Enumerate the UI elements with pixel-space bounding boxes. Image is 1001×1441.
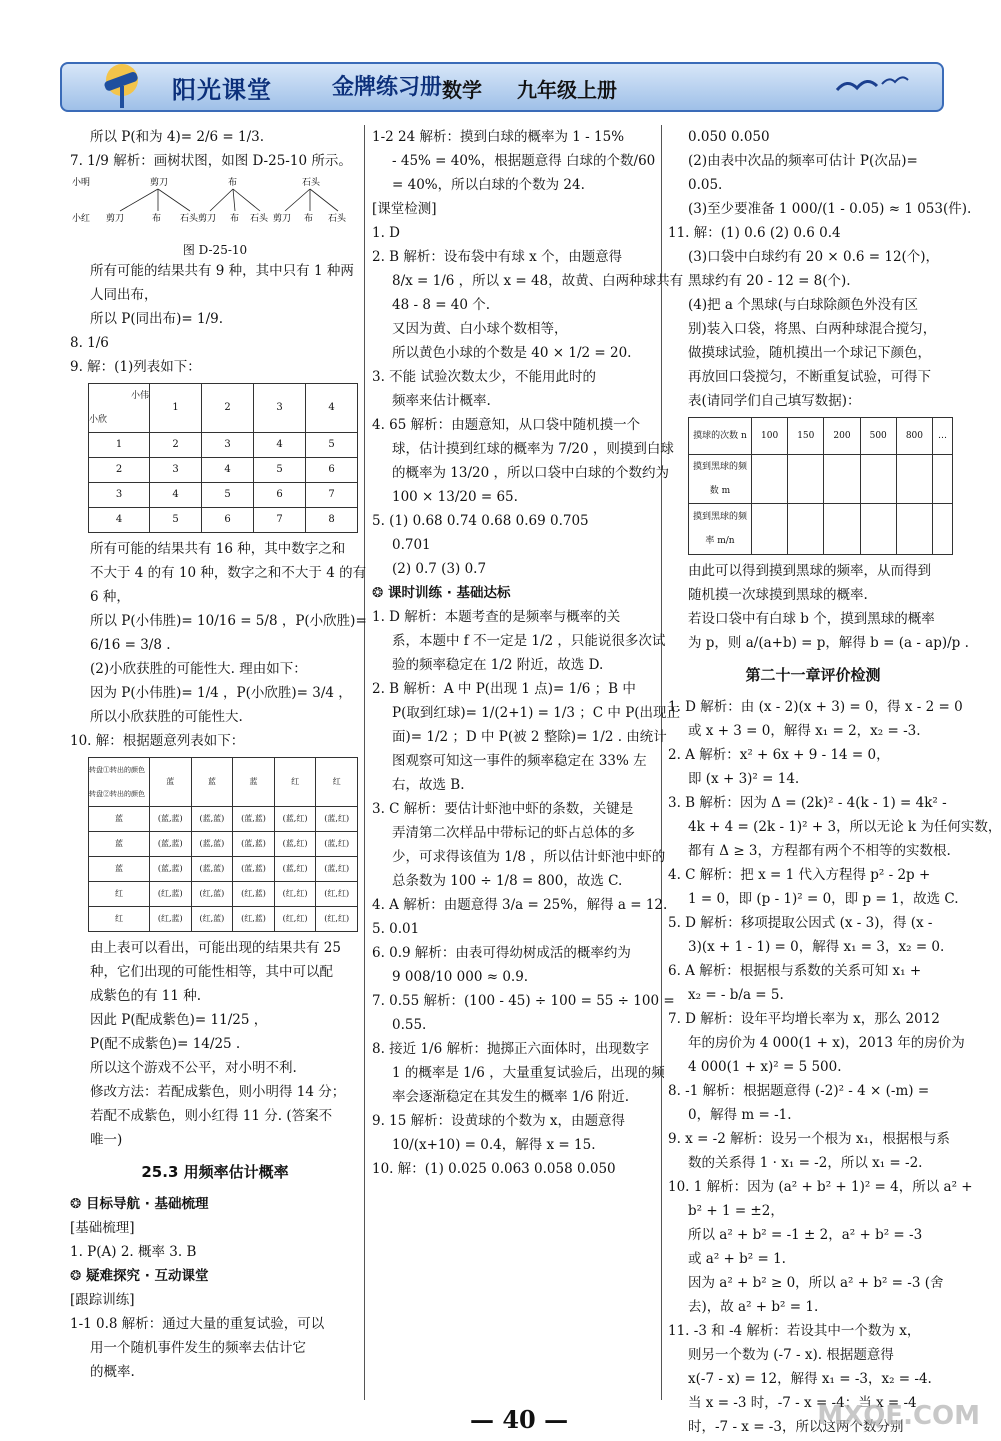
corner-top: 小伟 <box>130 391 149 401</box>
text-line: 6 种， <box>90 589 130 605</box>
table-cell: (红,蓝) <box>150 882 192 907</box>
text-line: 1-2 24 解析：摸到白球的概率为 1 - 15% <box>372 129 625 145</box>
table-cell: 5 <box>254 458 306 483</box>
table-cell: (蓝,蓝) <box>191 832 233 857</box>
table-cell: 6 <box>306 458 358 483</box>
text-line: 所有可能的结果共有 16 种，其中数字之和 <box>90 541 346 557</box>
row-label: 蓝 <box>89 857 150 882</box>
text-line: 图观察可知这一事件的频率稳定在 33% 左 <box>392 753 647 769</box>
text-line: 做摸球试验，随机摸出一个球记下颜色， <box>688 345 931 361</box>
table-header-cell: 红 <box>316 758 358 807</box>
table-header-cell: 500 <box>860 418 896 455</box>
text-line: 弄清第二次样品中带标记的虾占总体的多 <box>392 825 635 841</box>
text-line: x(-7 - x) = 12，解得 x₁ = -3，x₂ = -4. <box>688 1371 932 1387</box>
text-line: 所以 P(同出布)= 1/9. <box>90 311 224 327</box>
text-line: 验的频率稳定在 1/2 附近，故选 D. <box>392 657 604 673</box>
text-line: 3. B 解析：因为 Δ = (2k)² - 4(k - 1) = 4k² - <box>668 795 947 811</box>
table-cell: 7 <box>306 483 358 508</box>
tree-diagram <box>70 173 350 233</box>
table-header-cell: 红 <box>274 758 316 807</box>
table-cell: (蓝,红) <box>316 807 358 832</box>
text-line: 则另一个数为 (-7 - x). 根据题意得 <box>688 1347 894 1363</box>
text-line: 所以小欣获胜的可能性大. <box>90 709 243 725</box>
text-line: 3. 不能 试验次数太少，不能用此时的 <box>372 369 596 385</box>
text-line: 3)(x + 1 - 1) = 0，解得 x₁ = 3，x₂ = 0. <box>688 939 945 955</box>
text-line: 1. D 解析：由 (x - 2)(x + 3) = 0，得 x - 2 = 0 <box>668 699 963 715</box>
text-line: 0.701 <box>392 537 431 553</box>
text-line: 所有可能的结果共有 9 种，其中只有 1 种两 <box>90 263 354 279</box>
table-cell <box>896 455 932 504</box>
text-line: 0.050 0.050 <box>688 129 770 145</box>
text-line: 黑球约有 20 - 12 = 8(个). <box>688 273 851 289</box>
subject-label: 数学 <box>442 78 482 102</box>
column-right <box>668 125 1001 1439</box>
row-label: 红 <box>89 907 150 932</box>
table-row <box>689 418 953 455</box>
text-line: 1-1 0.8 解析：通过大量的重复试验，可以 <box>70 1316 325 1332</box>
table-cell <box>824 504 860 555</box>
text-line: 10. 解：根据题意列表如下： <box>70 733 245 749</box>
table-row <box>89 857 358 882</box>
tree-root: 布 <box>228 178 238 188</box>
table-cell <box>788 504 824 555</box>
text-line: 的概率为 13/20 ，所以口袋中白球的个数约为 <box>392 465 669 481</box>
text-line: P(取到红球)= 1/(2+1) = 1/3 ；C 中 P(出现正 <box>392 705 681 721</box>
table-header-cell: 100 <box>752 418 788 455</box>
subheading: [基础梳理] <box>70 1220 135 1236</box>
column-divider-1 <box>364 125 365 1400</box>
text-line: (4)把 a 个黑球(与白球除颜色外没有区 <box>688 297 919 313</box>
table-cell: 5 <box>306 433 358 458</box>
table-header-cell: 1 <box>150 384 202 433</box>
text-line: 人同出布， <box>90 287 158 303</box>
text-line: 时，-7 - x = -3，所以这两个数分别 <box>688 1419 904 1435</box>
text-line: 4. A 解析：由题意得 3/a = 25%，解得 a = 12. <box>372 897 668 913</box>
table-cell <box>824 455 860 504</box>
table-cell: 1 <box>89 433 150 458</box>
table-cell: (红,红) <box>274 907 316 932</box>
text-line: 都有 Δ ≥ 3，方程都有两个不相等的实数根. <box>688 843 951 859</box>
row-label: 摸到黑球的频率 m/n <box>689 504 752 555</box>
text-line: 右，故选 B. <box>392 777 465 793</box>
page-header-banner <box>60 62 944 112</box>
table-cell: 2 <box>150 433 202 458</box>
text-line: 的概率. <box>90 1364 135 1380</box>
section-title: 第二十一章评价检测 <box>745 666 881 684</box>
text-line: 11. -3 和 -4 解析：若设其中一个数为 x， <box>668 1323 921 1339</box>
text-line: 或 x + 3 = 0，解得 x₁ = 2，x₂ = -3. <box>688 723 921 739</box>
table-cell <box>788 455 824 504</box>
text-line: 球，估计摸到红球的概率为 7/20 ，则摸到白球 <box>392 441 674 457</box>
text-line: 再放回口袋搅匀，不断重复试验，可得下 <box>688 369 931 385</box>
table-cell: 3 <box>89 483 150 508</box>
text-line: 频率来估计概率. <box>392 393 491 409</box>
row-label: 摸到黑球的频数 m <box>689 455 752 504</box>
text-line: 成紫色的有 11 种. <box>90 988 202 1004</box>
table-cell: 4 <box>89 508 150 533</box>
column-left <box>70 125 367 1384</box>
text-line: 所以 P(小伟胜)= 10/16 = 5/8 ，P(小欣胜)= <box>90 613 367 629</box>
table-row <box>89 807 358 832</box>
text-line: 1 的概率是 1/6 ，大量重复试验后，出现的频 <box>392 1065 665 1081</box>
table-corner <box>89 384 150 433</box>
table-row <box>89 832 358 857</box>
birds-decoration-icon <box>832 70 912 104</box>
text-line: 唯一) <box>90 1132 123 1148</box>
text-line: 1. P(A) 2. 概率 3. B <box>70 1244 197 1260</box>
watermark: MXQE.COM <box>817 1401 980 1431</box>
table-row <box>89 882 358 907</box>
text-line: 1. D 解析：本题考查的是频率与概率的关 <box>372 609 621 625</box>
table-cell <box>933 504 953 555</box>
badge-label: 目标导航 · 基础梳理 <box>86 1196 209 1212</box>
table-cell: (红,蓝) <box>233 907 275 932</box>
table-cell: 6 <box>254 483 306 508</box>
table-cell: (红,红) <box>274 882 316 907</box>
tree-root: 石头 <box>302 178 321 188</box>
table-cell: (红,红) <box>316 882 358 907</box>
table-cell: (蓝,蓝) <box>150 832 192 857</box>
tree-leaf: 布 <box>230 214 240 224</box>
text-line: - 45% = 40%，根据题意得 白球的个数/60 <box>392 153 656 169</box>
text-line: 5. (1) 0.68 0.74 0.68 0.69 0.705 <box>372 513 589 529</box>
table-header-cell: 2 <box>202 384 254 433</box>
table-cell: 4 <box>254 433 306 458</box>
text-line: 别)装入口袋，将黑、白两种球混合搅匀， <box>688 321 937 337</box>
section-badge: ❂ 疑难探究 · 互动课堂 <box>70 1268 209 1284</box>
table-header-cell: 4 <box>306 384 358 433</box>
text-line: (2)由表中次品的频率可估计 P(次品)= <box>688 153 918 169</box>
table-header-cell: 蓝 <box>150 758 192 807</box>
table-cell: (红,红) <box>316 907 358 932</box>
text-line: 若设口袋中有白球 b 个，摸到黑球的概率 <box>688 611 935 627</box>
text-line: 率会逐渐稳定在其发生的概率 1/6 附近. <box>392 1089 630 1105</box>
text-line: x₂ = - b/a = 5. <box>688 987 784 1003</box>
text-line: 8/x = 1/6 ，所以 x = 48，故黄、白两种球共有 <box>392 273 684 289</box>
table-cell: (蓝,红) <box>274 832 316 857</box>
table-cell <box>896 504 932 555</box>
text-line: 8. 接近 1/6 解析：抛掷正六面体时，出现数字 <box>372 1041 649 1057</box>
tree-root: 剪刀 <box>150 178 169 188</box>
table-cell <box>752 504 788 555</box>
tree-leaf: 石头 <box>250 214 269 224</box>
row-label: 摸球的次数 n <box>689 418 752 455</box>
section-badge: ❂ 课时训练 · 基础达标 <box>372 585 511 601</box>
text-line: 5. D 解析：移项提取公因式 (x - 3)，得 (x - <box>668 915 933 931</box>
text-line: 修改方法：若配成紫色，则小明得 14 分； <box>90 1084 346 1100</box>
text-line: 所以 a² + b² = -1 ± 2，a² + b² = -3 <box>688 1227 923 1243</box>
text-line: 3. C 解析：要估计虾池中虾的条数，关键是 <box>372 801 634 817</box>
table-q10 <box>88 757 358 932</box>
text-line: 面)= 1/2 ；D 中 P(被 2 整除)= 1/2 . 由统计 <box>392 729 667 745</box>
table-cell: (红,蓝) <box>233 882 275 907</box>
text-line: 0.55. <box>392 1017 427 1033</box>
text-line: 1. D <box>372 225 400 241</box>
corner-bottom: 小欣 <box>89 415 108 425</box>
text-line: 4 000(1 + x)² = 5 500. <box>688 1059 842 1075</box>
table-cell <box>933 455 953 504</box>
text-line: 4k + 4 = (2k - 1)² + 3，所以无论 k 为任何实数， <box>688 819 1001 835</box>
table-cell: (蓝,蓝) <box>233 832 275 857</box>
text-line: b² + 1 = ±2， <box>688 1203 784 1219</box>
text-line: 7. 1/9 解析：画树状图，如图 D-25-10 所示。 <box>70 153 352 169</box>
table-cell: (蓝,红) <box>274 807 316 832</box>
corner-top: 转盘①转出的颜色 <box>89 766 145 774</box>
table-cell: (红,蓝) <box>150 907 192 932</box>
tree-leaf: 石头 <box>328 214 347 224</box>
brand-subtitle: 金牌练习册 <box>332 75 443 100</box>
text-line: 10. 1 解析：因为 (a² + b² + 1)² = 4，所以 a² + <box>668 1179 973 1195</box>
text-line: 所以黄色小球的个数是 40 × 1/2 = 20. <box>392 345 632 361</box>
row-label: 蓝 <box>89 832 150 857</box>
text-line: 2. B 解析：设布袋中有球 x 个，由题意得 <box>372 249 623 265</box>
text-line: 因为 P(小伟胜)= 1/4 ，P(小欣胜)= 3/4 ， <box>90 685 352 701</box>
text-line: (2)小欣获胜的可能性大. 理由如下： <box>90 661 307 677</box>
text-line: 0.05. <box>688 177 723 193</box>
section-title: 25.3 用频率估计概率 <box>141 1163 289 1181</box>
table-cell <box>860 455 896 504</box>
table-cell: (蓝,红) <box>316 857 358 882</box>
text-line: 当 x = -3 时，-7 - x = -4；当 x = -4 <box>688 1395 917 1411</box>
subheading: [跟踪训练] <box>70 1292 135 1308</box>
table-cell <box>860 504 896 555</box>
text-line: 4. 65 解析：由题意知，从口袋中随机摸一个 <box>372 417 641 433</box>
table-cell: 2 <box>89 458 150 483</box>
tree-leaf: 布 <box>152 214 162 224</box>
text-line: 因此 P(配成紫色)= 11/25 ， <box>90 1012 268 1028</box>
table-cell: 3 <box>202 433 254 458</box>
text-line: 所以 P(和为 4)= 2/6 = 1/3. <box>90 129 265 145</box>
subheading: [课堂检测] <box>372 201 437 217</box>
column-middle <box>372 125 684 1181</box>
text-line: 100 × 13/20 = 65. <box>392 489 518 505</box>
tree-label-top: 小明 <box>72 178 91 188</box>
text-line: 总条数为 100 ÷ 1/8 = 800，故选 C. <box>392 873 623 889</box>
table-row <box>689 455 953 504</box>
table-cell: 7 <box>254 508 306 533</box>
text-line: 7. 0.55 解析：(100 - 45) ÷ 100 = 55 ÷ 100 = <box>372 993 675 1009</box>
table-cell: 8 <box>306 508 358 533</box>
text-line: 用一个随机事件发生的频率去估计它 <box>90 1340 306 1356</box>
text-line: 2. A 解析：x² + 6x + 9 - 14 = 0， <box>668 747 890 763</box>
text-line: = 40%，所以白球的个数为 24. <box>392 177 585 193</box>
table-header-cell: 3 <box>254 384 306 433</box>
table-cell: 5 <box>150 508 202 533</box>
table-header-cell: 150 <box>788 418 824 455</box>
text-line: (3)口袋中白球约有 20 × 0.6 = 12(个)， <box>688 249 940 265</box>
text-line: 系，本题中 f 不一定是 1/2 ，只能说很多次试 <box>392 633 666 649</box>
text-line: 又因为黄、白小球个数相等， <box>392 321 568 337</box>
table-header-cell: 200 <box>824 418 860 455</box>
text-line: 48 - 8 = 40 个. <box>392 297 491 313</box>
row-label: 蓝 <box>89 807 150 832</box>
table-q9 <box>88 383 358 533</box>
text-line: 因为 a² + b² ≥ 0，所以 a² + b² = -3 (舍 <box>688 1275 944 1291</box>
section-badge: ❂ 目标导航 · 基础梳理 <box>70 1196 209 1212</box>
table-cell: 3 <box>150 458 202 483</box>
table-cell <box>752 455 788 504</box>
table-row <box>89 483 358 508</box>
text-line: 2. B 解析：A 中 P(出现 1 点)= 1/6 ；B 中 <box>372 681 636 697</box>
text-line: 5. 0.01 <box>372 921 420 937</box>
text-line: 若配不成紫色，则小红得 11 分. (答案不 <box>90 1108 333 1124</box>
text-line: (2) 0.7 (3) 0.7 <box>392 561 487 577</box>
row-label: 红 <box>89 882 150 907</box>
table-cell: (蓝,蓝) <box>150 807 192 832</box>
text-line: 由上表可以看出，可能出现的结果共有 25 <box>90 940 341 956</box>
tree-label-bottom: 小红 <box>72 214 91 224</box>
text-line: 即 (x + 3)² = 14. <box>688 771 800 787</box>
table-row <box>689 504 953 555</box>
text-line: 6. 0.9 解析：由表可得幼树成活的概率约为 <box>372 945 631 961</box>
table-cell: (红,蓝) <box>191 907 233 932</box>
text-line: 9 008/10 000 ≈ 0.9. <box>392 969 529 985</box>
text-line: 10/(x+10) = 0.4，解得 x = 15. <box>392 1137 596 1153</box>
text-line: 9. x = -2 解析：设另一个根为 x₁，根据根与系 <box>668 1131 950 1147</box>
text-line: 表(请同学们自己填写数据)： <box>688 393 861 409</box>
table-cell: (蓝,红) <box>274 857 316 882</box>
text-line: 由此可以得到摸到黑球的频率，从而得到 <box>688 563 931 579</box>
text-line: 所以这个游戏不公平，对小明不利. <box>90 1060 297 1076</box>
table-cell: (蓝,红) <box>316 832 358 857</box>
tree-leaf: 剪刀 <box>106 214 125 224</box>
table-corner <box>89 758 150 807</box>
text-line: 8. -1 解析：根据题意得 (-2)² - 4 × (-m) = <box>668 1083 930 1099</box>
table-cell: 4 <box>202 458 254 483</box>
text-line: 9. 15 解析：设黄球的个数为 x，由题意得 <box>372 1113 626 1129</box>
table-cell: (蓝,蓝) <box>191 857 233 882</box>
text-line: 随机摸一次球摸到黑球的概率. <box>688 587 868 603</box>
table-row <box>89 508 358 533</box>
table-header-cell: 蓝 <box>191 758 233 807</box>
table-cell: (蓝,蓝) <box>233 807 275 832</box>
text-line: 少，可求得该值为 1/8 ，所以估计虾池中虾的 <box>392 849 666 865</box>
text-line: 10. 解：(1) 0.025 0.063 0.058 0.050 <box>372 1161 616 1177</box>
table-cell: (蓝,蓝) <box>233 857 275 882</box>
table-cell: (红,蓝) <box>191 882 233 907</box>
text-line: 11. 解：(1) 0.6 (2) 0.6 0.4 <box>668 225 841 241</box>
table-q11 <box>688 417 953 555</box>
text-line: 7. D 解析：设年平均增长率为 x，那么 2012 <box>668 1011 940 1027</box>
text-line: 年的房价为 4 000(1 + x)，2013 年的房价为 <box>688 1035 965 1051</box>
text-line: 6. A 解析：根据根与系数的关系可知 x₁ + <box>668 963 922 979</box>
text-line: 为 p，则 a/(a+b) = p，解得 b = (a - ap)/p . <box>688 635 969 651</box>
text-line: 种，它们出现的可能性相等，其中可以配 <box>90 964 333 980</box>
text-line: (3)至少要准备 1 000/(1 - 0.05) ≈ 1 053(件). <box>688 201 972 217</box>
table-cell: 5 <box>202 483 254 508</box>
text-line: P(配不成紫色)= 14/25 . <box>90 1036 241 1052</box>
figure-caption: 图 D-25-10 <box>182 243 248 257</box>
table-header-cell: 蓝 <box>233 758 275 807</box>
table-row <box>89 907 358 932</box>
table-header-cell: 800 <box>896 418 932 455</box>
tree-leaf: 布 <box>304 214 314 224</box>
page-number: — 40 — <box>470 1405 569 1434</box>
brand-title: 阳光课堂 <box>172 76 272 104</box>
text-line: 4. C 解析：把 x = 1 代入方程得 p² - 2p + <box>668 867 931 883</box>
table-row <box>89 458 358 483</box>
text-line: 6/16 = 3/8 . <box>90 637 171 653</box>
text-line: 不大于 4 的有 10 种，数字之和不大于 4 的有 <box>90 565 367 581</box>
column-divider-2 <box>661 125 662 1400</box>
tree-leaf: 剪刀 <box>198 214 217 224</box>
telescope-logo-icon <box>82 58 162 110</box>
table-header-cell: … <box>933 418 953 455</box>
table-cell: (蓝,蓝) <box>150 857 192 882</box>
text-line: 8. 1/6 <box>70 335 109 351</box>
text-line: 9. 解：(1)列表如下： <box>70 359 201 375</box>
badge-label: 课时训练 · 基础达标 <box>388 585 511 601</box>
tree-leaf: 石头 <box>180 214 199 224</box>
text-line: 1 = 0，即 (p - 1)² = 0，即 p = 1，故选 C. <box>688 891 959 907</box>
table-row <box>89 433 358 458</box>
text-line: 数的关系得 1 · x₁ = -2，所以 x₁ = -2. <box>688 1155 923 1171</box>
table-cell: 4 <box>150 483 202 508</box>
text-line: 或 a² + b² = 1. <box>688 1251 786 1267</box>
text-line: 0，解得 m = -1. <box>688 1107 792 1123</box>
text-line: 去)，故 a² + b² = 1. <box>688 1299 819 1315</box>
corner-bottom: 转盘②转出的颜色 <box>89 790 145 798</box>
table-cell: (蓝,蓝) <box>191 807 233 832</box>
badge-label: 疑难探究 · 互动课堂 <box>86 1268 209 1284</box>
table-cell: 6 <box>202 508 254 533</box>
tree-leaf: 剪刀 <box>273 214 292 224</box>
grade-label: 九年级上册 <box>517 78 617 102</box>
